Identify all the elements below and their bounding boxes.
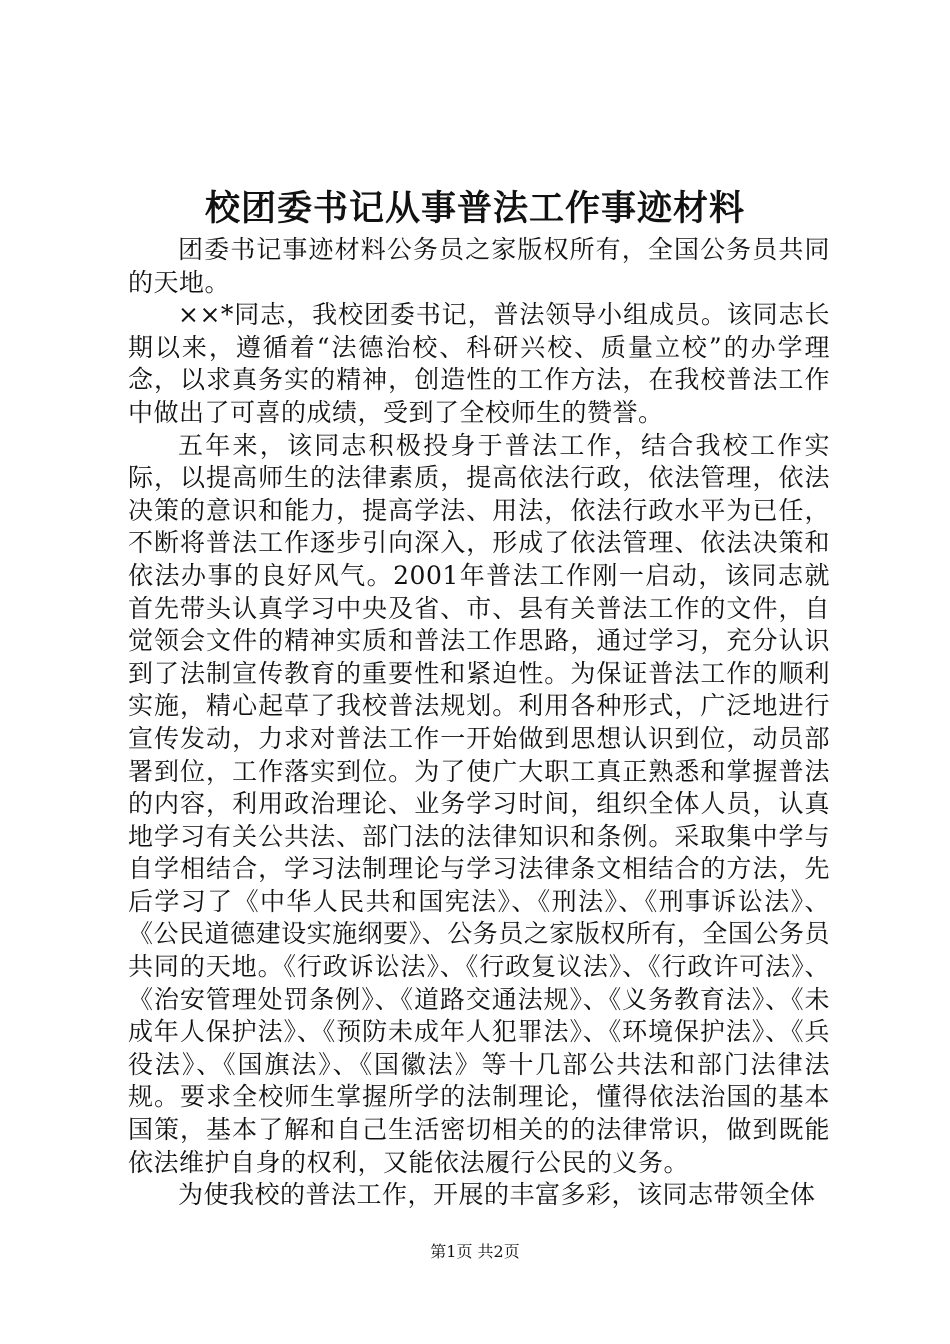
document-title: 校团委书记从事普法工作事迹材料 bbox=[204, 188, 745, 229]
paragraph: 五年来，该同志积极投身于普法工作，结合我校工作实际，以提高师生的法律素质，提高依法行政，依法管理，依法决策的意识和能力，提高学法、用法，依法行政水平为已任，不断将普法工作逐步引向深入，形成了依法管理、依法决策和依法办事的良好风气。2001年普法工作刚一启动，该同志就首先带头认真学习中央及省、市、县有关普法工作的文件，自觉领会文件的精神实质和普法工作思路，通过学习，充分认识到了法制宣传教育的重要性和紧迫性。为保证普法工作的顺利实施，精心起草了我校普法规划。利用各种形式，广泛地进行宣传发动，力求对普法工作一开始做到思想认识到位，动员部署到位，工作落实到位。为了使广大职工真正熟悉和掌握普法的内容，利用政治理论、业务学习时间，组织全体人员，认真地学习有关公共法、部门法的法律知识和条例。采取集中学与自学相结合，学习法制理论与学习法律条文相结合的方法，先后学习了《中华人民共和国宪法》、《刑法》、《刑事诉讼法》、《公民道德建设实施纲要》、公务员之家版权所有，全国公务员共同的天地。《行政诉讼法》、《行政复议法》、《行政许可法》、《治安管理处罚条例》、《道路交通法规》、《义务教育法》、《未成年人保护法》、《预防未成年人犯罪法》、《环境保护法》、《兵役法》、《国旗法》、《国徽法》等十几部公共法和部门法律法规。要求全校师生掌握所学的法制理论，懂得依法治国的基本国策，基本了解和自己生活密切相关的的法律常识，做到既能依法维护自身的权利，又能依法履行公民的义务。 bbox=[128, 430, 830, 1177]
paragraph: 团委书记事迹材料公务员之家版权所有，全国公务员共同的天地。 bbox=[128, 235, 830, 297]
page-footer: 第1页 共2页 bbox=[430, 1242, 520, 1261]
document-body bbox=[128, 234, 830, 1212]
paragraph: ××*同志，我校团委书记，普法领导小组成员。该同志长期以来，遵循着“法德治校、科研兴校、质量立校”的办学理念，以求真务实的精神，创造性的工作方法，在我校普法工作中做出了可喜的成绩，受到了全校师生的赞誉。 bbox=[128, 300, 830, 427]
paragraph: 为使我校的普法工作，开展的丰富多彩，该同志带领全体 bbox=[178, 1180, 816, 1210]
